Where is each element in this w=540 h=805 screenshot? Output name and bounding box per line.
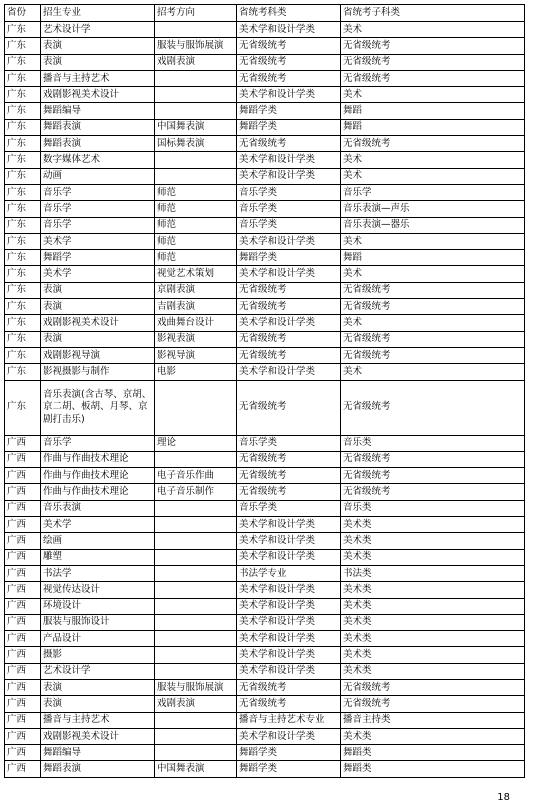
cell-exam-subcategory: 无省级统考 — [341, 136, 525, 152]
cell-exam-category: 美术学和设计学类 — [237, 87, 341, 103]
cell-province: 广东 — [5, 299, 41, 315]
cell-major: 作曲与作曲技术理论 — [41, 468, 155, 484]
cell-major: 艺术设计学 — [41, 22, 155, 38]
cell-direction — [155, 103, 237, 119]
table-header-row — [5, 5, 525, 22]
cell-exam-subcategory: 书法类 — [341, 565, 525, 581]
cell-exam-category: 音乐学类 — [237, 217, 341, 233]
cell-direction: 国标舞表演 — [155, 136, 237, 152]
cell-major: 绘画 — [41, 533, 155, 549]
cell-exam-category: 美术学和设计学类 — [237, 533, 341, 549]
cell-direction — [155, 533, 237, 549]
cell-major: 音乐表演 — [41, 500, 155, 516]
cell-province: 广东 — [5, 54, 41, 70]
cell-exam-subcategory: 无省级统考 — [341, 331, 525, 347]
cell-exam-category: 美术学和设计学类 — [237, 233, 341, 249]
cell-direction: 京剧表演 — [155, 282, 237, 298]
cell-exam-subcategory: 舞蹈 — [341, 119, 525, 135]
cell-exam-category: 无省级统考 — [237, 70, 341, 86]
cell-exam-category: 舞蹈学类 — [237, 761, 341, 777]
table-row — [5, 233, 525, 249]
cell-exam-subcategory: 舞蹈 — [341, 103, 525, 119]
cell-exam-category: 音乐学类 — [237, 201, 341, 217]
cell-major: 作曲与作曲技术理论 — [41, 451, 155, 467]
table-row — [5, 331, 525, 347]
cell-province: 广西 — [5, 484, 41, 500]
header-exam-subcategory: 省统考子科类 — [341, 5, 525, 22]
cell-direction: 影视导演 — [155, 347, 237, 363]
table-row — [5, 484, 525, 500]
cell-exam-category: 无省级统考 — [237, 451, 341, 467]
cell-major: 表演 — [41, 331, 155, 347]
cell-exam-category: 无省级统考 — [237, 679, 341, 695]
cell-province: 广东 — [5, 364, 41, 380]
cell-direction — [155, 745, 237, 761]
cell-exam-subcategory: 无省级统考 — [341, 70, 525, 86]
cell-exam-subcategory: 无省级统考 — [341, 380, 525, 435]
cell-exam-subcategory: 美术类 — [341, 533, 525, 549]
cell-province: 广西 — [5, 517, 41, 533]
cell-exam-category: 美术学和设计学类 — [237, 598, 341, 614]
table-row — [5, 168, 525, 184]
header-exam-category: 省统考科类 — [237, 5, 341, 22]
table-row — [5, 103, 525, 119]
cell-exam-subcategory: 美术类 — [341, 517, 525, 533]
table-row — [5, 184, 525, 200]
cell-major: 服装与服饰设计 — [41, 614, 155, 630]
cell-direction — [155, 663, 237, 679]
cell-major: 播音与主持艺术 — [41, 70, 155, 86]
cell-exam-category: 美术学和设计学类 — [237, 152, 341, 168]
cell-exam-category: 舞蹈学类 — [237, 250, 341, 266]
cell-major: 动画 — [41, 168, 155, 184]
document-page — [4, 4, 525, 778]
cell-province: 广东 — [5, 217, 41, 233]
cell-exam-subcategory: 美术类 — [341, 647, 525, 663]
cell-major: 环境设计 — [41, 598, 155, 614]
cell-major: 表演 — [41, 38, 155, 54]
table-row — [5, 728, 525, 744]
cell-exam-subcategory: 美术类 — [341, 614, 525, 630]
cell-direction — [155, 614, 237, 630]
cell-major: 戏剧影视导演 — [41, 347, 155, 363]
cell-major: 摄影 — [41, 647, 155, 663]
page-number: 18 — [497, 792, 510, 803]
cell-direction: 影视表演 — [155, 331, 237, 347]
cell-exam-subcategory: 音乐类 — [341, 435, 525, 451]
cell-major: 舞蹈学 — [41, 250, 155, 266]
cell-major: 音乐学 — [41, 217, 155, 233]
cell-exam-category: 美术学和设计学类 — [237, 728, 341, 744]
cell-exam-subcategory: 无省级统考 — [341, 484, 525, 500]
cell-exam-subcategory: 舞蹈类 — [341, 761, 525, 777]
cell-exam-subcategory: 美术 — [341, 168, 525, 184]
cell-direction — [155, 712, 237, 728]
cell-province: 广东 — [5, 347, 41, 363]
cell-province: 广东 — [5, 119, 41, 135]
cell-exam-subcategory: 美术类 — [341, 582, 525, 598]
cell-major: 舞蹈表演 — [41, 119, 155, 135]
cell-exam-subcategory: 美术 — [341, 364, 525, 380]
cell-exam-category: 美术学和设计学类 — [237, 647, 341, 663]
table-row — [5, 614, 525, 630]
cell-major: 视觉传达设计 — [41, 582, 155, 598]
cell-direction: 中国舞表演 — [155, 761, 237, 777]
cell-direction — [155, 728, 237, 744]
cell-direction: 戏剧表演 — [155, 54, 237, 70]
cell-province: 广西 — [5, 728, 41, 744]
table-row — [5, 119, 525, 135]
cell-exam-subcategory: 美术类 — [341, 728, 525, 744]
cell-major: 播音与主持艺术 — [41, 712, 155, 728]
cell-province: 广西 — [5, 500, 41, 516]
header-province: 省份 — [5, 5, 41, 22]
cell-direction: 中国舞表演 — [155, 119, 237, 135]
table-row — [5, 266, 525, 282]
table-row — [5, 517, 525, 533]
cell-province: 广东 — [5, 266, 41, 282]
cell-province: 广东 — [5, 38, 41, 54]
cell-exam-subcategory: 音乐表演—声乐 — [341, 201, 525, 217]
cell-major: 美术学 — [41, 233, 155, 249]
cell-exam-subcategory: 舞蹈类 — [341, 745, 525, 761]
cell-province: 广西 — [5, 582, 41, 598]
cell-exam-subcategory: 美术类 — [341, 598, 525, 614]
cell-direction: 服装与服饰展演 — [155, 679, 237, 695]
table-row — [5, 500, 525, 516]
cell-province: 广东 — [5, 201, 41, 217]
cell-exam-category: 美术学和设计学类 — [237, 549, 341, 565]
cell-province: 广东 — [5, 331, 41, 347]
cell-direction: 师范 — [155, 217, 237, 233]
table-body — [5, 5, 525, 778]
table-row — [5, 364, 525, 380]
cell-exam-category: 音乐学类 — [237, 184, 341, 200]
cell-direction: 吉剧表演 — [155, 299, 237, 315]
cell-exam-category: 无省级统考 — [237, 331, 341, 347]
cell-direction: 理论 — [155, 435, 237, 451]
cell-major: 音乐表演(含古琴、京胡、京二胡、板胡、月琴、京剧打击乐) — [41, 380, 155, 435]
cell-major: 戏剧影视美术设计 — [41, 728, 155, 744]
header-direction: 招考方向 — [155, 5, 237, 22]
cell-exam-subcategory: 美术 — [341, 266, 525, 282]
cell-direction: 戏曲舞台设计 — [155, 315, 237, 331]
cell-province: 广西 — [5, 565, 41, 581]
cell-major: 表演 — [41, 282, 155, 298]
cell-province: 广西 — [5, 533, 41, 549]
cell-direction — [155, 549, 237, 565]
table-row — [5, 533, 525, 549]
cell-province: 广东 — [5, 136, 41, 152]
cell-major: 雕塑 — [41, 549, 155, 565]
cell-exam-subcategory: 音乐表演—器乐 — [341, 217, 525, 233]
cell-province: 广东 — [5, 380, 41, 435]
cell-exam-subcategory: 无省级统考 — [341, 679, 525, 695]
cell-major: 作曲与作曲技术理论 — [41, 484, 155, 500]
cell-direction — [155, 87, 237, 103]
table-row — [5, 663, 525, 679]
table-row — [5, 549, 525, 565]
cell-major: 数字媒体艺术 — [41, 152, 155, 168]
table-row — [5, 22, 525, 38]
cell-exam-category: 音乐学类 — [237, 435, 341, 451]
table-row — [5, 299, 525, 315]
cell-exam-subcategory: 美术 — [341, 315, 525, 331]
cell-direction — [155, 152, 237, 168]
cell-major: 书法学 — [41, 565, 155, 581]
cell-province: 广西 — [5, 614, 41, 630]
cell-direction: 视觉艺术策划 — [155, 266, 237, 282]
cell-exam-category: 美术学和设计学类 — [237, 631, 341, 647]
cell-exam-category: 无省级统考 — [237, 38, 341, 54]
cell-province: 广东 — [5, 70, 41, 86]
cell-province: 广西 — [5, 549, 41, 565]
table-row — [5, 136, 525, 152]
cell-province: 广西 — [5, 712, 41, 728]
cell-direction — [155, 500, 237, 516]
cell-major: 舞蹈编导 — [41, 103, 155, 119]
cell-province: 广西 — [5, 468, 41, 484]
cell-direction: 电子音乐制作 — [155, 484, 237, 500]
cell-major: 舞蹈表演 — [41, 761, 155, 777]
table-row — [5, 152, 525, 168]
table-row — [5, 647, 525, 663]
cell-province: 广东 — [5, 184, 41, 200]
table-row — [5, 582, 525, 598]
cell-major: 产品设计 — [41, 631, 155, 647]
cell-exam-subcategory: 美术 — [341, 22, 525, 38]
cell-exam-category: 美术学和设计学类 — [237, 168, 341, 184]
cell-direction: 师范 — [155, 201, 237, 217]
cell-exam-category: 美术学和设计学类 — [237, 315, 341, 331]
cell-province: 广东 — [5, 87, 41, 103]
cell-major: 艺术设计学 — [41, 663, 155, 679]
cell-major: 音乐学 — [41, 435, 155, 451]
cell-exam-subcategory: 音乐类 — [341, 500, 525, 516]
cell-exam-category: 无省级统考 — [237, 136, 341, 152]
table-row — [5, 712, 525, 728]
cell-exam-category: 无省级统考 — [237, 299, 341, 315]
cell-exam-category: 音乐学类 — [237, 500, 341, 516]
cell-province: 广西 — [5, 679, 41, 695]
cell-direction — [155, 380, 237, 435]
table-row — [5, 468, 525, 484]
cell-direction — [155, 517, 237, 533]
cell-exam-category: 无省级统考 — [237, 282, 341, 298]
table-row — [5, 380, 525, 435]
cell-exam-subcategory: 无省级统考 — [341, 299, 525, 315]
cell-direction — [155, 565, 237, 581]
table-row — [5, 679, 525, 695]
cell-exam-category: 无省级统考 — [237, 347, 341, 363]
cell-major: 舞蹈编导 — [41, 745, 155, 761]
cell-major: 表演 — [41, 679, 155, 695]
cell-exam-category: 美术学和设计学类 — [237, 614, 341, 630]
table-row — [5, 87, 525, 103]
cell-direction: 电子音乐作曲 — [155, 468, 237, 484]
cell-exam-category: 无省级统考 — [237, 54, 341, 70]
table-row — [5, 38, 525, 54]
cell-major: 表演 — [41, 696, 155, 712]
table-row — [5, 347, 525, 363]
table-row — [5, 435, 525, 451]
cell-direction: 师范 — [155, 233, 237, 249]
cell-direction — [155, 22, 237, 38]
cell-province: 广西 — [5, 631, 41, 647]
cell-exam-category: 美术学和设计学类 — [237, 517, 341, 533]
cell-exam-category: 舞蹈学类 — [237, 103, 341, 119]
cell-exam-category: 美术学和设计学类 — [237, 22, 341, 38]
cell-province: 广西 — [5, 647, 41, 663]
cell-province: 广东 — [5, 233, 41, 249]
cell-exam-subcategory: 无省级统考 — [341, 696, 525, 712]
cell-exam-subcategory: 美术类 — [341, 663, 525, 679]
table-row — [5, 54, 525, 70]
cell-major: 表演 — [41, 299, 155, 315]
header-major: 招生专业 — [41, 5, 155, 22]
cell-province: 广西 — [5, 663, 41, 679]
cell-exam-subcategory: 无省级统考 — [341, 282, 525, 298]
cell-major: 影视摄影与制作 — [41, 364, 155, 380]
cell-exam-subcategory: 美术 — [341, 233, 525, 249]
cell-major: 戏剧影视美术设计 — [41, 315, 155, 331]
cell-direction: 电影 — [155, 364, 237, 380]
cell-exam-subcategory: 音乐学 — [341, 184, 525, 200]
cell-exam-category: 舞蹈学类 — [237, 119, 341, 135]
table-row — [5, 282, 525, 298]
cell-direction — [155, 168, 237, 184]
table-row — [5, 745, 525, 761]
cell-major: 戏剧影视美术设计 — [41, 87, 155, 103]
cell-province: 广西 — [5, 435, 41, 451]
cell-province: 广东 — [5, 152, 41, 168]
cell-direction — [155, 647, 237, 663]
cell-exam-category: 美术学和设计学类 — [237, 582, 341, 598]
cell-province: 广西 — [5, 745, 41, 761]
cell-major: 音乐学 — [41, 201, 155, 217]
cell-exam-category: 播音与主持艺术专业 — [237, 712, 341, 728]
table-row — [5, 315, 525, 331]
cell-province: 广东 — [5, 250, 41, 266]
cell-exam-category: 美术学和设计学类 — [237, 663, 341, 679]
table-row — [5, 217, 525, 233]
cell-direction — [155, 631, 237, 647]
cell-exam-category: 美术学和设计学类 — [237, 364, 341, 380]
cell-exam-category: 无省级统考 — [237, 468, 341, 484]
cell-exam-subcategory: 美术 — [341, 87, 525, 103]
cell-major: 表演 — [41, 54, 155, 70]
cell-exam-category: 无省级统考 — [237, 380, 341, 435]
cell-major: 美术学 — [41, 266, 155, 282]
cell-exam-subcategory: 无省级统考 — [341, 451, 525, 467]
cell-exam-category: 书法学专业 — [237, 565, 341, 581]
cell-province: 广东 — [5, 103, 41, 119]
cell-exam-category: 无省级统考 — [237, 696, 341, 712]
table-row — [5, 761, 525, 777]
table-row — [5, 250, 525, 266]
cell-exam-category: 无省级统考 — [237, 484, 341, 500]
cell-exam-subcategory: 无省级统考 — [341, 468, 525, 484]
table-row — [5, 631, 525, 647]
table-row — [5, 451, 525, 467]
cell-exam-subcategory: 美术类 — [341, 631, 525, 647]
cell-exam-subcategory: 美术 — [341, 152, 525, 168]
cell-province: 广东 — [5, 315, 41, 331]
cell-major: 舞蹈表演 — [41, 136, 155, 152]
cell-exam-subcategory: 无省级统考 — [341, 54, 525, 70]
cell-province: 广西 — [5, 761, 41, 777]
table-row — [5, 565, 525, 581]
cell-exam-subcategory: 美术类 — [341, 549, 525, 565]
cell-province: 广西 — [5, 696, 41, 712]
cell-province: 广东 — [5, 168, 41, 184]
cell-exam-category: 美术学和设计学类 — [237, 266, 341, 282]
cell-direction: 师范 — [155, 250, 237, 266]
cell-direction: 戏剧表演 — [155, 696, 237, 712]
admissions-table — [4, 4, 525, 778]
cell-province: 广西 — [5, 451, 41, 467]
table-row — [5, 696, 525, 712]
cell-exam-category: 舞蹈学类 — [237, 745, 341, 761]
cell-exam-subcategory: 无省级统考 — [341, 38, 525, 54]
cell-direction — [155, 582, 237, 598]
table-row — [5, 201, 525, 217]
cell-province: 广西 — [5, 598, 41, 614]
cell-direction — [155, 70, 237, 86]
cell-province: 广东 — [5, 282, 41, 298]
cell-exam-subcategory: 播音主持类 — [341, 712, 525, 728]
cell-major: 音乐学 — [41, 184, 155, 200]
cell-exam-subcategory: 无省级统考 — [341, 347, 525, 363]
table-row — [5, 598, 525, 614]
cell-direction: 服装与服饰展演 — [155, 38, 237, 54]
cell-province: 广东 — [5, 22, 41, 38]
cell-major: 美术学 — [41, 517, 155, 533]
cell-direction: 师范 — [155, 184, 237, 200]
cell-direction — [155, 598, 237, 614]
table-row — [5, 70, 525, 86]
cell-direction — [155, 451, 237, 467]
cell-exam-subcategory: 舞蹈 — [341, 250, 525, 266]
